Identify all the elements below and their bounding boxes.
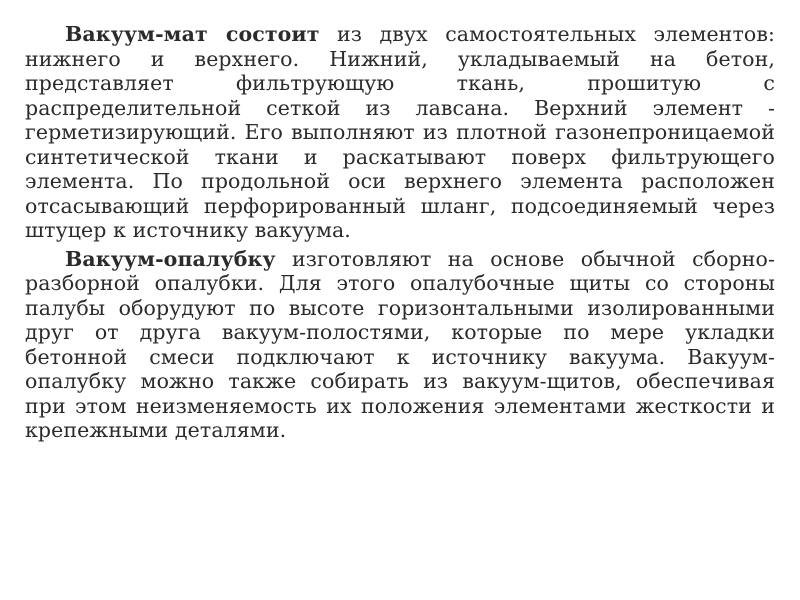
paragraph-text: из двух самостоятельных элементов: нижнего и верхнего. Нижний, укладываемый на бетон, представляет фильтрующую ткань, прошитую с распределительной сеткой из лавсана. Верхний элемент - герметизирующий. Его выполняют из плотной газонепроницаемой синтетической ткани и раскатывают поверх фильтрующего элемента. По продольной оси верхнего элемента расположен отсасывающий перфорированный шланг, подсоединяемый через штуцер к источнику вакуума.: [25, 22, 775, 242]
paragraph-lead-term: Вакуум-опалубку: [65, 246, 276, 271]
paragraph-text: изготовляют на основе обычной сборно-разборной опалубки. Для этого опалубочные щиты со стороны палубы оборудуют по высоте горизонтальными изолированными друг от друга вакуум-полостями, которые по мере укладки бетонной смеси подключают к источнику вакуума. Вакуум-опалубку можно также собирать из вакуум-щитов, обеспечивая при этом неизменяемость их положения элементами жесткости и крепежными деталями.: [25, 246, 775, 442]
paragraph-lead-term: Вакуум-мат состоит: [65, 22, 320, 46]
body-text: [25, 22, 775, 447]
paragraph-vacuum-mat: [25, 22, 775, 243]
paragraph-vacuum-formwork: [25, 247, 775, 443]
